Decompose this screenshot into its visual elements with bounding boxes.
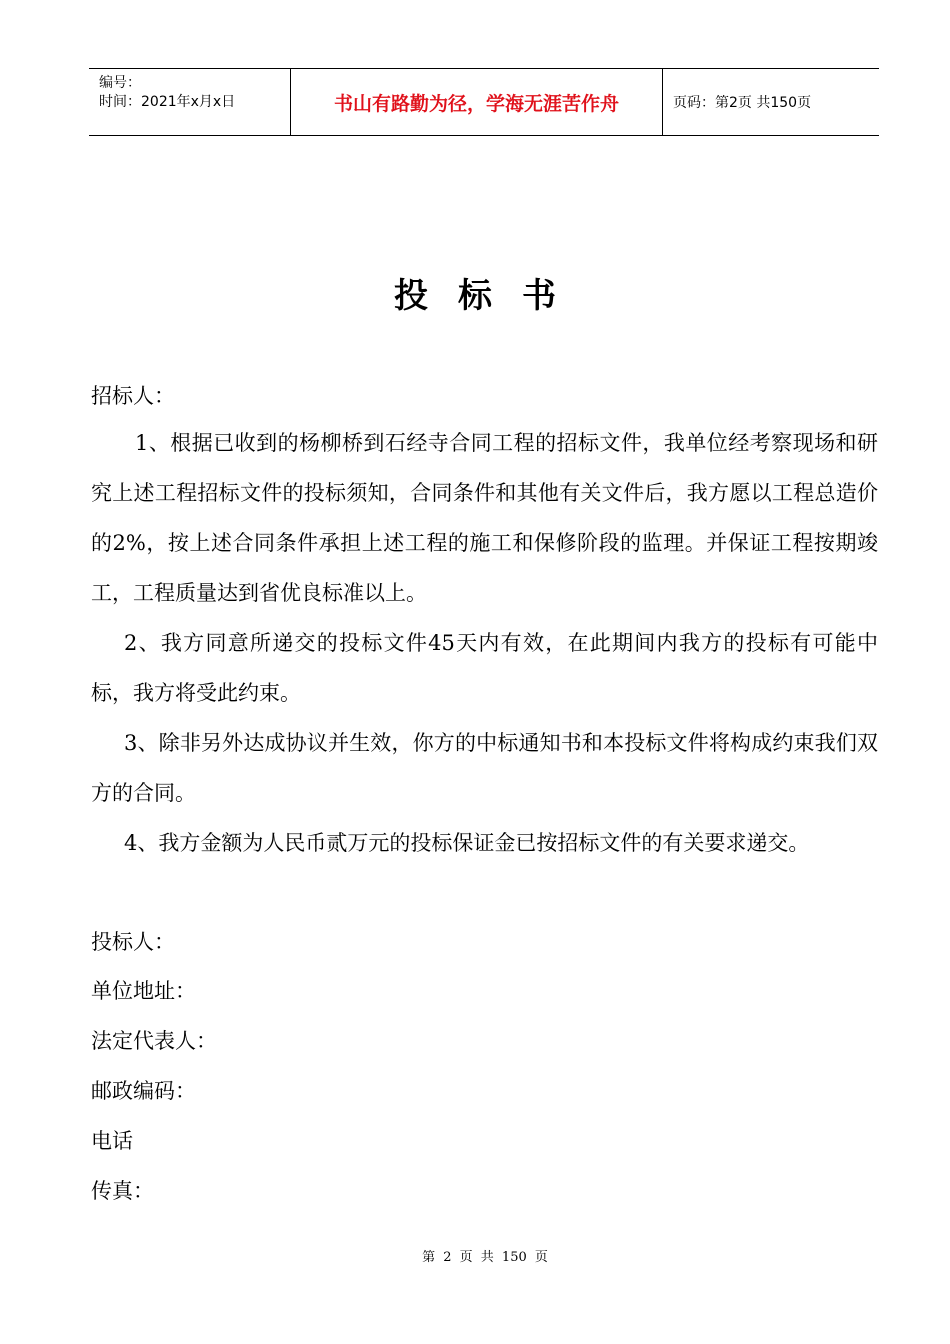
header-motto: 书山有路勤为径，学海无涯苦作舟 bbox=[290, 69, 663, 135]
recipient-line: 招标人： bbox=[91, 384, 175, 408]
paragraph-2: 2、我方同意所递交的投标文件45天内有效，在此期间内我方的投标有可能中标，我方将受此约束。 bbox=[91, 631, 878, 705]
field-phone: 电话 bbox=[91, 1129, 133, 1153]
page-footer: 第 2 页 共 150 页 bbox=[422, 1250, 548, 1265]
time-label: 时间：2021年x月x日 bbox=[99, 94, 236, 110]
field-address: 单位地址： bbox=[91, 979, 196, 1003]
header-meta bbox=[89, 69, 290, 135]
field-bidder: 投标人： bbox=[91, 930, 175, 954]
page-header bbox=[89, 68, 879, 136]
field-fax: 传真： bbox=[91, 1179, 154, 1203]
paragraph-4: 4、我方金额为人民币贰万元的投标保证金已按招标文件的有关要求递交。 bbox=[124, 831, 810, 855]
field-postcode: 邮政编码： bbox=[91, 1079, 196, 1103]
document-title: 投标书 bbox=[394, 276, 586, 316]
paragraph-1: 1、根据已收到的杨柳桥到石经寺合同工程的招标文件，我单位经考察现场和研究上述工程招标文件的投标须知，合同条件和其他有关文件后，我方愿以工程总造价的2%，按上述合同条件承担上述工程的施工和保修阶段的监理。并保证工程按期竣工，工程质量达到省优良标准以上。 bbox=[91, 431, 878, 605]
header-page-info: 页码：第2页 共150页 bbox=[673, 95, 812, 111]
field-legal-rep: 法定代表人： bbox=[91, 1029, 217, 1053]
number-label: 编号： bbox=[99, 75, 141, 91]
paragraph-3: 3、除非另外达成协议并生效，你方的中标通知书和本投标文件将构成约束我们双方的合同。 bbox=[91, 731, 878, 805]
